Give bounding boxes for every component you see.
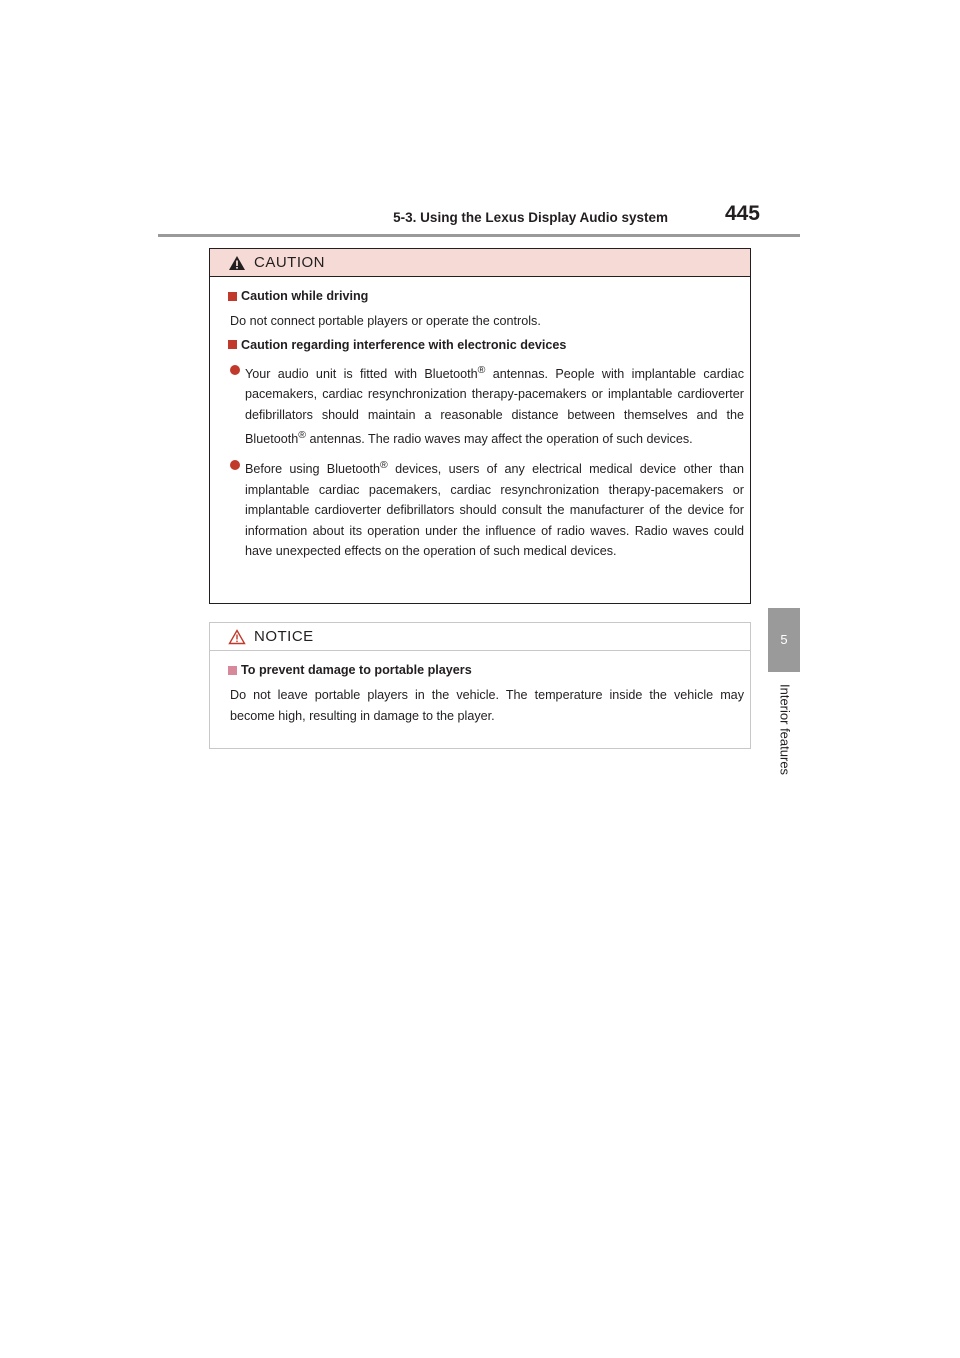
notice-header [210,623,750,651]
notice-title: NOTICE [254,628,314,645]
heading-text: To prevent damage to portable players [241,663,472,677]
round-bullet-icon [230,460,240,470]
notice-body [210,651,750,726]
warning-triangle-icon [228,255,246,271]
chapter-label: Interior features [777,684,793,776]
page-number: 445 [724,202,760,225]
caution-heading-interference [228,338,744,352]
square-bullet-icon [228,340,237,349]
chapter-number: 5 [780,632,788,647]
chapter-tab [768,608,800,672]
caution-bullet-2 [228,455,744,562]
registered-mark-icon: ® [477,363,486,376]
round-bullet-icon [230,365,240,375]
caution-body [210,277,750,562]
caution-paragraph-driving: Do not connect portable players or operate the controls. [230,314,541,328]
notice-heading [228,663,744,677]
heading-text: Caution regarding interference with electronic devices [241,337,567,352]
caution-box [209,248,751,604]
square-bullet-icon [228,666,237,675]
bullet-text: Before using Bluetooth® devices, users of any electrical medical device other than implantable cardiac pacemakers, cardiac resynchronization therapy-pacemakers or implantable cardioverter defibrillators should consult the manufacturer of the device for information about its operation under the influence of radio waves. Radio waves could have unexpected effects on the operation of such medical devices. [245,458,744,559]
caution-title: CAUTION [254,254,325,271]
section-title: 5-3. Using the Lexus Display Audio system [393,210,668,225]
notice-triangle-icon [228,629,246,645]
registered-mark-icon: ® [298,429,306,442]
notice-box [209,622,751,749]
registered-mark-icon: ® [380,458,388,471]
caution-header [210,249,750,277]
caution-bullet-1 [228,360,744,450]
page-header [158,200,800,237]
notice-paragraph: Do not leave portable players in the vehicle. The temperature inside the vehicle may become high, resulting in damage to the player. [230,688,744,723]
caution-heading-driving [228,289,744,303]
square-bullet-icon [228,292,237,301]
heading-text: Caution while driving [241,289,369,303]
bullet-text: Your audio unit is fitted with Bluetooth® antennas. People with implantable cardiac pacemakers, cardiac resynchronization therapy-pacemakers or implantable cardioverter defibrillators should maintain a reasonable distance between themselves and the Bluetooth® antennas. The radio waves may affect the operation of such devices. [245,363,744,447]
